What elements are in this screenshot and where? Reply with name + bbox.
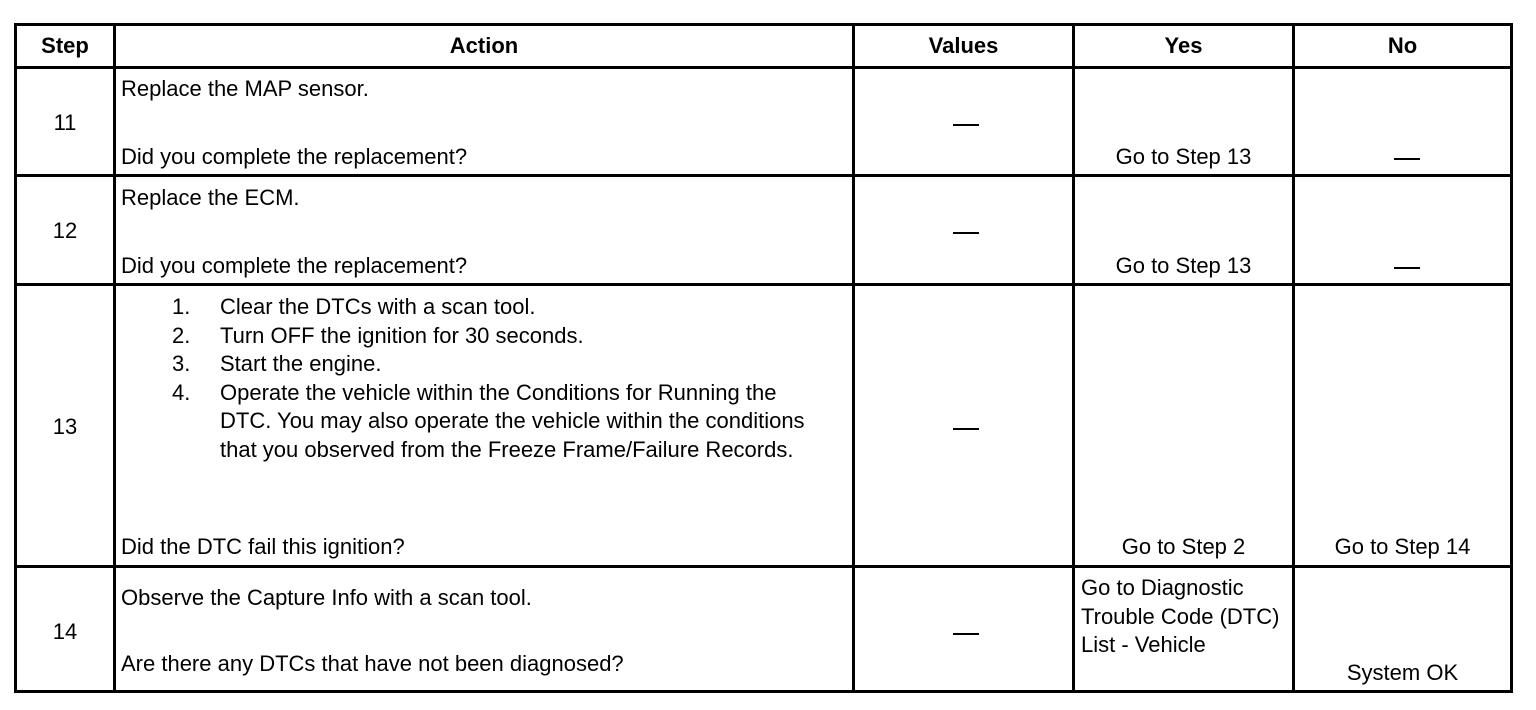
- list-number: 4.: [172, 379, 191, 405]
- no-dash: [1394, 158, 1420, 160]
- list-item: Start the engine.: [220, 351, 382, 376]
- values-dash: [953, 633, 979, 635]
- step-number: 12: [52, 218, 78, 243]
- action-question: Did you complete the replacement?: [121, 144, 468, 169]
- row-divider: [17, 174, 1510, 177]
- action-question: Did you complete the replacement?: [121, 253, 468, 278]
- action-instruction: Replace the MAP sensor.: [121, 76, 369, 101]
- list-item: Operate the vehicle within the Conditions for Running the DTC. You may also operate the vehicle within the conditions that you observed from the Freeze Frame/Failure Records.: [220, 379, 805, 462]
- col-divider: [1072, 26, 1075, 690]
- header-action: Action: [449, 33, 519, 58]
- yes-result: Go to Diagnostic Trouble Code (DTC) List - Vehicle: [1081, 575, 1280, 657]
- col-divider: [113, 26, 116, 690]
- action-question: Did the DTC fail this ignition?: [121, 534, 405, 559]
- header-step: Step: [41, 33, 89, 58]
- col-divider: [852, 26, 855, 690]
- header-yes: Yes: [1164, 33, 1203, 58]
- list-number: 2.: [172, 322, 191, 348]
- yes-result: Go to Step 13: [1115, 253, 1252, 278]
- no-result: System OK: [1346, 660, 1459, 685]
- header-values: Values: [928, 33, 999, 58]
- col-divider: [1292, 26, 1295, 690]
- row-divider: [17, 283, 1510, 286]
- list-item: Clear the DTCs with a scan tool.: [220, 294, 536, 319]
- no-result: Go to Step 14: [1334, 534, 1471, 559]
- action-question: Are there any DTCs that have not been diagnosed?: [121, 651, 624, 676]
- list-number: 3.: [172, 351, 191, 376]
- no-dash: [1394, 267, 1420, 269]
- header-no: No: [1387, 33, 1418, 58]
- row-divider: [17, 565, 1510, 568]
- values-dash: [953, 428, 979, 430]
- values-dash: [953, 232, 979, 234]
- action-instruction: Observe the Capture Info with a scan tool.: [121, 585, 532, 610]
- values-dash: [953, 124, 979, 126]
- action-instruction: Replace the ECM.: [121, 185, 300, 210]
- yes-result: Go to Step 13: [1115, 144, 1252, 169]
- diagnostic-table: [14, 23, 1513, 693]
- row-divider: [17, 66, 1510, 69]
- yes-result: Go to Step 2: [1121, 534, 1246, 559]
- list-item: Turn OFF the ignition for 30 seconds.: [220, 322, 584, 348]
- step-number: 14: [52, 619, 78, 644]
- step-number: 11: [53, 110, 77, 135]
- list-number: 1.: [172, 294, 191, 319]
- step-number: 13: [52, 414, 78, 439]
